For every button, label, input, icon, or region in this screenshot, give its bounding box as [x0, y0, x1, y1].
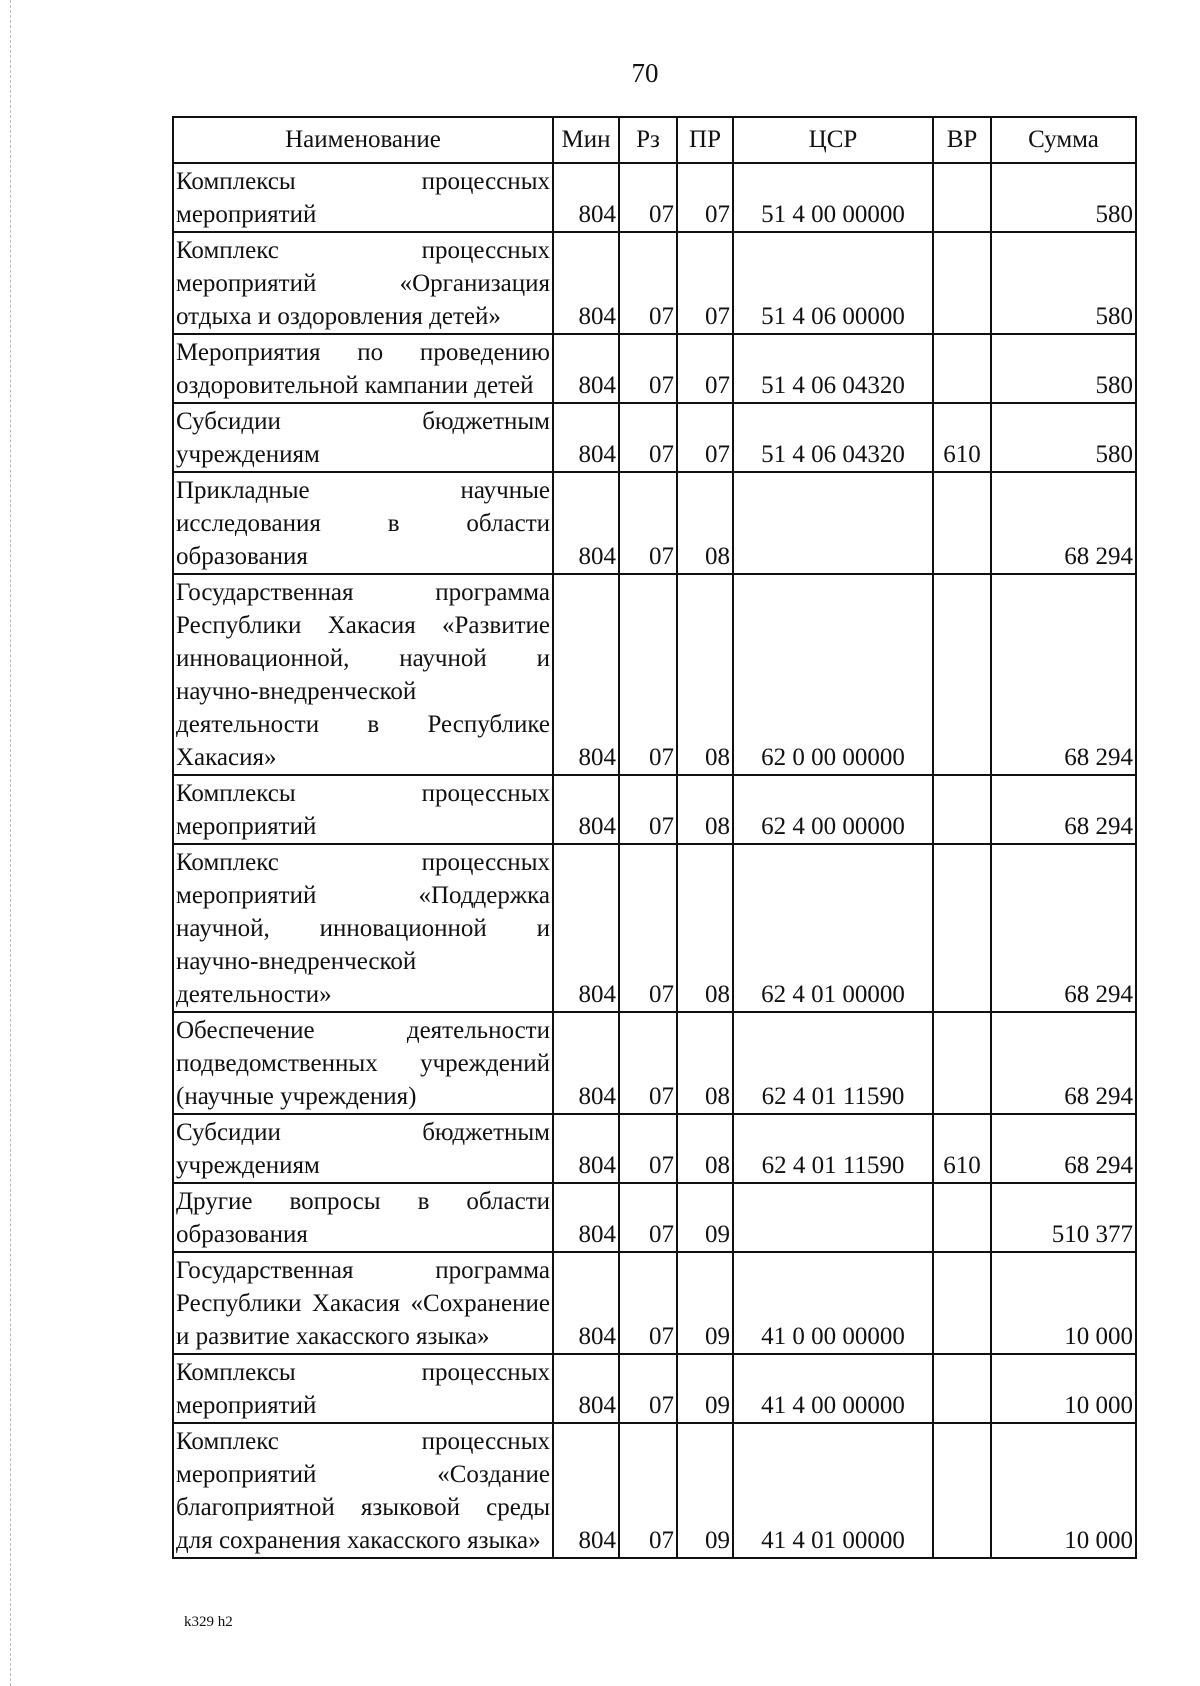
cell-min: 804 [553, 1012, 619, 1114]
cell-pr: 08 [677, 1012, 733, 1114]
cell-name: Обеспечение деятельности подведомственных учреждений (научные учреждения) [173, 1012, 553, 1114]
table-row [173, 232, 1136, 334]
cell-vr: 610 [933, 1114, 991, 1183]
cell-rz: 07 [619, 1114, 677, 1183]
cell-pr: 08 [677, 844, 733, 1012]
cell-min: 804 [553, 1354, 619, 1423]
cell-csr: 62 0 00 00000 [733, 574, 933, 775]
cell-csr: 41 4 00 00000 [733, 1354, 933, 1423]
cell-name: Субсидии бюджетным учреждениям [173, 403, 553, 472]
cell-sum: 580 [991, 232, 1136, 334]
cell-pr: 08 [677, 472, 733, 574]
cell-min: 804 [553, 574, 619, 775]
cell-sum: 68 294 [991, 472, 1136, 574]
cell-sum: 510 377 [991, 1183, 1136, 1252]
header-name: Наименование [173, 117, 553, 163]
cell-rz: 07 [619, 574, 677, 775]
cell-vr [933, 775, 991, 844]
cell-sum: 580 [991, 163, 1136, 232]
cell-pr: 07 [677, 334, 733, 403]
cell-sum: 68 294 [991, 775, 1136, 844]
table-row [173, 1354, 1136, 1423]
cell-pr: 09 [677, 1354, 733, 1423]
cell-pr: 07 [677, 232, 733, 334]
table-row [173, 1012, 1136, 1114]
cell-name: Комплекс процессных мероприятий «Организация отдыха и оздоровления детей» [173, 232, 553, 334]
cell-vr [933, 1423, 991, 1558]
cell-sum: 68 294 [991, 1114, 1136, 1183]
cell-rz: 07 [619, 1252, 677, 1354]
cell-rz: 07 [619, 334, 677, 403]
cell-pr: 08 [677, 574, 733, 775]
cell-min: 804 [553, 1252, 619, 1354]
cell-vr: 610 [933, 403, 991, 472]
cell-pr: 09 [677, 1252, 733, 1354]
footer-code: k329 h2 [184, 1614, 233, 1630]
table-row [173, 334, 1136, 403]
cell-rz: 07 [619, 775, 677, 844]
cell-vr [933, 1354, 991, 1423]
page-number: 70 [631, 58, 659, 88]
cell-rz: 07 [619, 1354, 677, 1423]
table-row [173, 844, 1136, 1012]
budget-table [172, 116, 1137, 1559]
cell-name: Прикладные научные исследования в области образования [173, 472, 553, 574]
cell-name: Государственная программа Республики Хакасия «Сохранение и развитие хакасского языка» [173, 1252, 553, 1354]
cell-csr [733, 472, 933, 574]
cell-vr [933, 1012, 991, 1114]
cell-name: Субсидии бюджетным учреждениям [173, 1114, 553, 1183]
table-row [173, 1252, 1136, 1354]
table-row [173, 472, 1136, 574]
cell-csr: 51 4 06 04320 [733, 334, 933, 403]
cell-pr: 07 [677, 163, 733, 232]
cell-name: Мероприятия по проведению оздоровительной кампании детей [173, 334, 553, 403]
cell-min: 804 [553, 334, 619, 403]
cell-min: 804 [553, 775, 619, 844]
cell-min: 804 [553, 844, 619, 1012]
cell-min: 804 [553, 1114, 619, 1183]
cell-name: Комплекс процессных мероприятий «Создание благоприятной языковой среды для сохранения хакасского языка» [173, 1423, 553, 1558]
cell-csr: 51 4 00 00000 [733, 163, 933, 232]
cell-vr [933, 1252, 991, 1354]
cell-name: Комплексы процессных мероприятий [173, 163, 553, 232]
cell-csr: 51 4 06 00000 [733, 232, 933, 334]
scan-edge-line [10, 0, 11, 1686]
cell-min: 804 [553, 1183, 619, 1252]
cell-min: 804 [553, 1423, 619, 1558]
cell-sum: 580 [991, 403, 1136, 472]
cell-vr [933, 844, 991, 1012]
cell-csr: 41 4 01 00000 [733, 1423, 933, 1558]
header-rz: Рз [619, 117, 677, 163]
cell-pr: 08 [677, 1114, 733, 1183]
cell-sum: 68 294 [991, 1012, 1136, 1114]
cell-name: Комплекс процессных мероприятий «Поддержка научной, инновационной и научно-внедренческой деятельности» [173, 844, 553, 1012]
cell-csr: 62 4 01 00000 [733, 844, 933, 1012]
cell-sum: 68 294 [991, 844, 1136, 1012]
cell-rz: 07 [619, 1423, 677, 1558]
table-row [173, 574, 1136, 775]
table-row [173, 163, 1136, 232]
table-row [173, 775, 1136, 844]
cell-min: 804 [553, 472, 619, 574]
table-row [173, 1423, 1136, 1558]
table-header-row [173, 117, 1136, 163]
cell-name: Другие вопросы в области образования [173, 1183, 553, 1252]
header-csr: ЦСР [733, 117, 933, 163]
cell-vr [933, 472, 991, 574]
cell-min: 804 [553, 403, 619, 472]
cell-csr: 51 4 06 04320 [733, 403, 933, 472]
cell-pr: 07 [677, 403, 733, 472]
cell-vr [933, 334, 991, 403]
cell-vr [933, 232, 991, 334]
table-row [173, 1114, 1136, 1183]
cell-sum: 10 000 [991, 1252, 1136, 1354]
cell-csr [733, 1183, 933, 1252]
cell-rz: 07 [619, 1183, 677, 1252]
cell-csr: 62 4 01 11590 [733, 1114, 933, 1183]
cell-sum: 68 294 [991, 574, 1136, 775]
table-row [173, 403, 1136, 472]
table-row [173, 1183, 1136, 1252]
cell-name: Комплексы процессных мероприятий [173, 1354, 553, 1423]
cell-rz: 07 [619, 232, 677, 334]
cell-csr: 62 4 00 00000 [733, 775, 933, 844]
cell-pr: 08 [677, 775, 733, 844]
cell-vr [933, 163, 991, 232]
header-min: Мин [553, 117, 619, 163]
cell-name: Государственная программа Республики Хакасия «Развитие инновационной, научной и научно-внедренческой деятельности в Республике Хакасия» [173, 574, 553, 775]
cell-pr: 09 [677, 1183, 733, 1252]
cell-pr: 09 [677, 1423, 733, 1558]
cell-vr [933, 574, 991, 775]
cell-rz: 07 [619, 163, 677, 232]
cell-rz: 07 [619, 403, 677, 472]
cell-min: 804 [553, 163, 619, 232]
header-sum: Сумма [991, 117, 1136, 163]
header-vr: ВР [933, 117, 991, 163]
cell-sum: 580 [991, 334, 1136, 403]
cell-sum: 10 000 [991, 1354, 1136, 1423]
header-pr: ПР [677, 117, 733, 163]
cell-csr: 41 0 00 00000 [733, 1252, 933, 1354]
cell-sum: 10 000 [991, 1423, 1136, 1558]
cell-rz: 07 [619, 844, 677, 1012]
cell-vr [933, 1183, 991, 1252]
cell-min: 804 [553, 232, 619, 334]
cell-name: Комплексы процессных мероприятий [173, 775, 553, 844]
cell-rz: 07 [619, 1012, 677, 1114]
cell-rz: 07 [619, 472, 677, 574]
cell-csr: 62 4 01 11590 [733, 1012, 933, 1114]
